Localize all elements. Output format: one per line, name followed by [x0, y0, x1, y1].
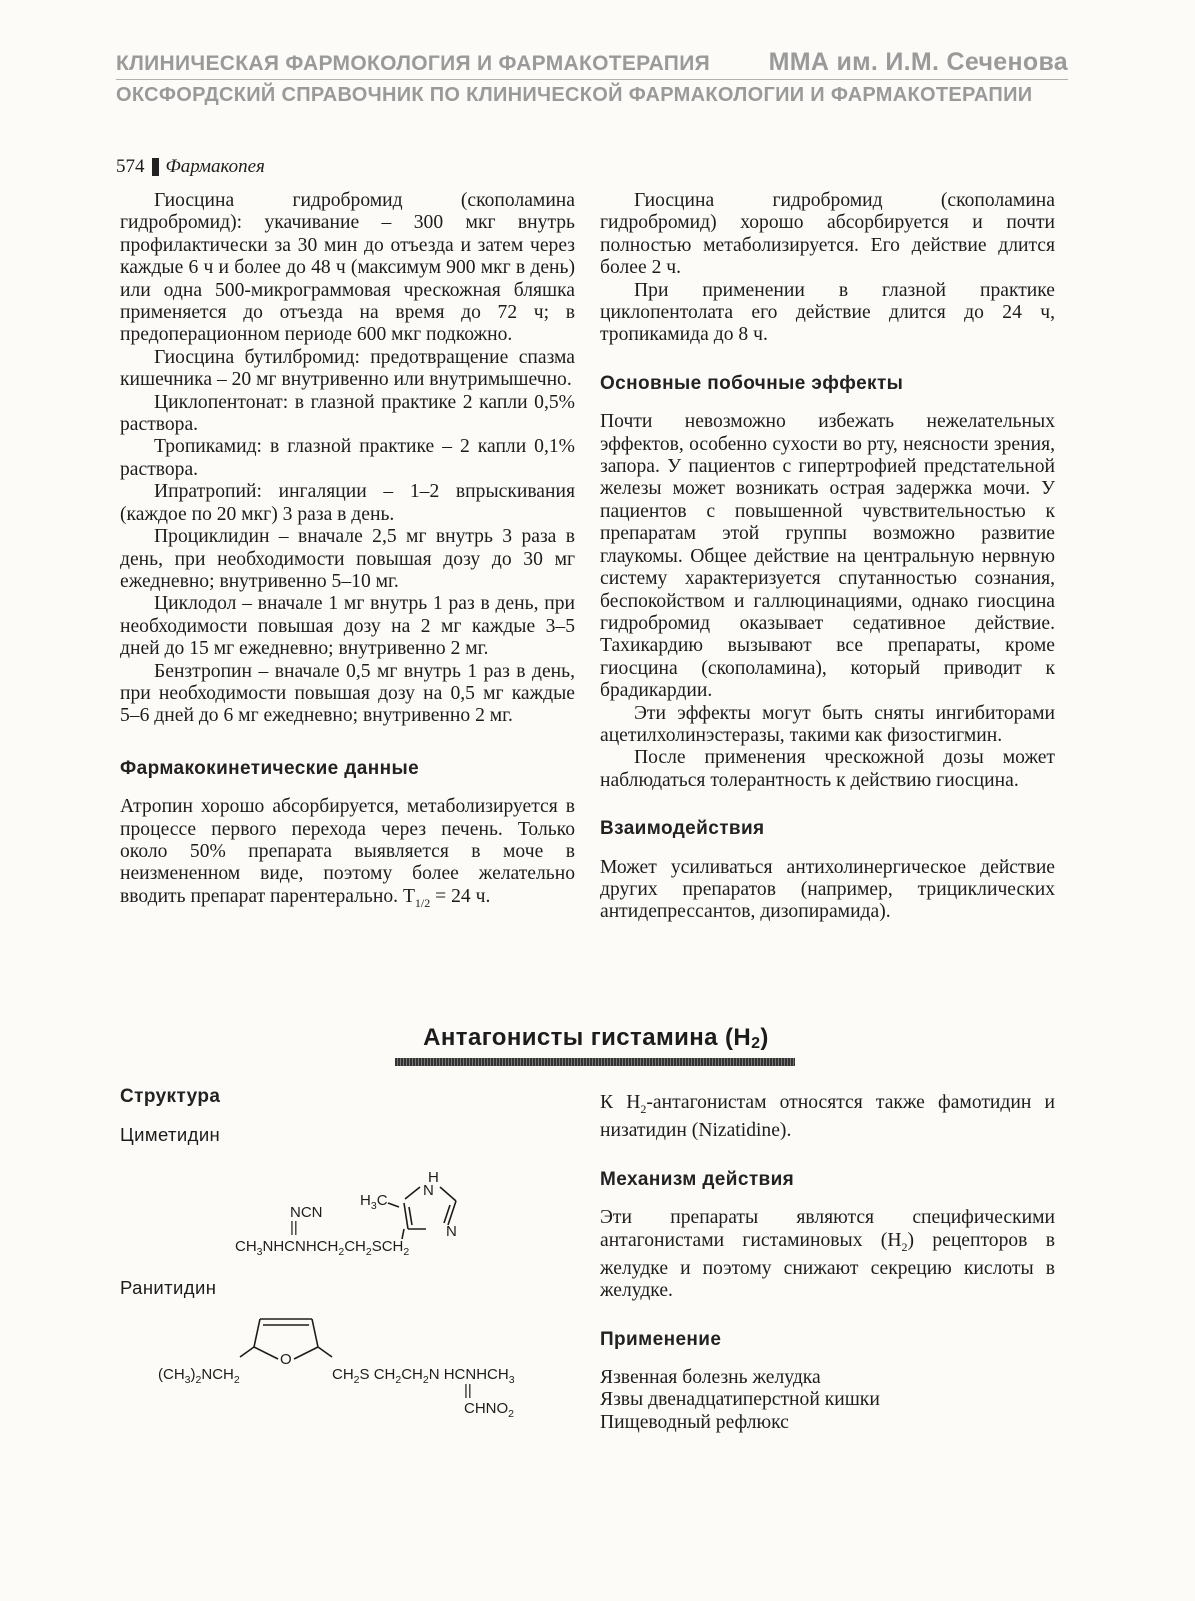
left-column-bottom	[120, 1086, 575, 1429]
page-number: 574	[116, 156, 145, 177]
side-effects-heading: Основные побочные эффекты	[600, 372, 904, 394]
banner-course-title: КЛИНИЧЕСКАЯ ФАРМОКОЛОГИЯ И ФАРМАКОТЕРАПИЯ	[116, 52, 710, 75]
use-item: Пищеводный рефлюкс	[600, 1411, 789, 1433]
interactions-text: Может усиливаться антихолинергическое действие других препаратов (например, трициклических антидепрессантов, дизопирамида).	[600, 856, 1055, 923]
dosage-paragraph: Гиосцина бутилбромид: предотвращение спазма кишечника – 20 мг внутривенно или внутримышечно.	[120, 346, 575, 391]
pk-heading: Фармакокинетические данные	[120, 757, 420, 779]
cimetidine-chain: $CH_3NHCNHCH_2CH_2SCH_2$	[235, 1237, 410, 1258]
double-bond-marker: ||	[464, 1382, 472, 1400]
other-antagonists-text: К $H_2$-антагонистам относятся также фамотидин и низатидин (Nizatidine).	[600, 1092, 1055, 1142]
cimetidine-structure	[120, 1147, 575, 1267]
dosage-paragraph: Тропикамид: в глазной практике – 2 капли 0,1% раствора.	[120, 436, 575, 480]
running-head	[116, 156, 265, 178]
dosage-paragraph: Ипратропий: ингаляции – 1–2 впрыскивания (каждое по 20 мкг) 3 раза в день.	[120, 481, 575, 525]
mechanism-heading: Механизм действия	[600, 1168, 795, 1190]
right-column-bottom	[600, 1092, 1055, 1434]
pk-paragraph: При применении в глазной практике циклопентолата его действие длится до 24 ч, тропикамида до 8 ч.	[600, 279, 1055, 346]
dosage-paragraph: Циклопентонат: в глазной практике 2 капли 0,5% раствора.	[120, 391, 575, 436]
running-head-marker	[152, 158, 159, 176]
use-item: Язвы двенадцатиперстной кишки	[600, 1389, 880, 1411]
structure-heading: Структура	[120, 1086, 221, 1107]
banner-book-title: ОКСФОРДСКИЙ СПРАВОЧНИК ПО КЛИНИЧЕСКОЙ ФАРМАКОЛОГИИ И ФАРМАКОТЕРАПИИ	[116, 84, 1033, 106]
section-title-bar	[395, 1058, 795, 1066]
interactions-heading: Взаимодействия	[600, 818, 765, 840]
cyano-imine-group: NCN	[290, 1203, 323, 1221]
banner-rule	[116, 79, 1068, 80]
side-effects-paragraph: Эти эффекты могут быть сняты ингибиторами ацетилхолинэстеразы, такими как физостигмин.	[600, 702, 1055, 746]
left-column-top	[120, 190, 575, 914]
ranitidine-label: Ранитидин	[120, 1276, 217, 1298]
side-effects-paragraph: Почти невозможно избежать нежелательных эффектов, особенно сухости во рту, неясности зрения, запора. У пациентов с гипертрофией предстательной железы может возникать острая задержка мочи. У пациентов с повышенной чувствительностью к препаратам этой группы возможно развитие глаукомы. Общее действие на центральную нервную систему характеризуется спутанностью сознания, беспокойством и галлюцинациями, однако гиосцина гидробромид оказывает седативное действие. Тахикардию вызывают все препараты, кроме гиосцина (скополамина), который приводит к брадикардии.	[600, 411, 1055, 702]
ring-nitrogen-bottom: N	[446, 1222, 457, 1240]
ranitidine-structure	[120, 1299, 575, 1429]
methyl-group: $H_3C$	[360, 1191, 388, 1212]
section-title: Антагонисты гистамина (H2)	[423, 1024, 769, 1052]
half-life: $T_{1/2} = 24$ ч.	[402, 885, 491, 910]
uses-list	[600, 1367, 1055, 1434]
banner-university: ММА им. И.М. Сеченова	[768, 48, 1068, 76]
ring-hydrogen: H	[428, 1168, 439, 1186]
right-column-top	[600, 190, 1055, 924]
furan-oxygen: O	[280, 1351, 292, 1369]
use-item: Язвенная болезнь желудка	[600, 1367, 821, 1389]
dosage-paragraph: Гиосцина гидробромид (скополамина гидробромид): укачивание – 300 мкг внутрь профилактически за 30 мин до отъезда и затем через каждые 6 ч и более до 48 ч (максимум 900 мкг в день) или одна 500-микрограммовая чрескожная бляшка применяется до отъезда на время до 72 ч; в предоперационном периоде 600 мкг подкожно.	[120, 190, 575, 346]
pk-text: Атропин хорошо абсорбируется, метаболизируется в процессе первого перехода через печень. Только около 50% препарата выявляется в моче в неизмененном виде, поэтому более желательно вводить препарат парентерально. $T_{1/2} = 24$ ч.	[120, 796, 575, 910]
uses-heading: Применение	[600, 1328, 722, 1350]
double-bond-marker: ||	[290, 1218, 298, 1236]
ring-nitrogen-top: N	[423, 1181, 434, 1199]
side-effects-paragraph: После применения чрескожной дозы может наблюдаться толерантность к действию гиосцина.	[600, 747, 1055, 791]
running-head-title: Фармакопея	[165, 156, 265, 177]
top-banner	[116, 48, 1068, 107]
nitromethylene-group: $CHNO_2$	[464, 1400, 515, 1421]
dosage-paragraph: Проциклидин – вначале 2,5 мг внутрь 3 раза в день, при необходимости повышая дозу до 30 мг ежедневно; внутривенно 5–10 мг.	[120, 526, 575, 592]
cimetidine-label: Циметидин	[120, 1124, 221, 1146]
dosage-paragraph: Циклодол – вначале 1 мг внутрь 1 раз в день, при необходимости повышая дозу на 2 мг каждые 3–5 дней до 15 мг ежедневно; внутривенно 2 мг.	[120, 593, 575, 660]
mechanism-text: Эти препараты являются специфическими антагонистами гистаминовых $(H_2)$ рецепторов в желудке и поэтому снижают секрецию кислоты в желудке.	[600, 1207, 1055, 1302]
ranitidine-chain: $CH_2S$ $CH_2CH_2N$ $HCNHCH_3$	[332, 1366, 515, 1387]
dosage-paragraph: Бензтропин – вначале 0,5 мг внутрь 1 раз в день, при необходимости повышая дозу на 0,5 мг каждые 5–6 дней до 6 мг ежедневно; внутривенно 2 мг.	[120, 660, 575, 727]
pk-paragraph: Гиосцина гидробромид (скополамина гидробромид) хорошо абсорбируется и почти полностью метаболизируется. Его действие длится более 2 ч.	[600, 190, 1055, 279]
dimethylamino-group: $(CH_3)_2NCH_2$	[158, 1366, 240, 1387]
